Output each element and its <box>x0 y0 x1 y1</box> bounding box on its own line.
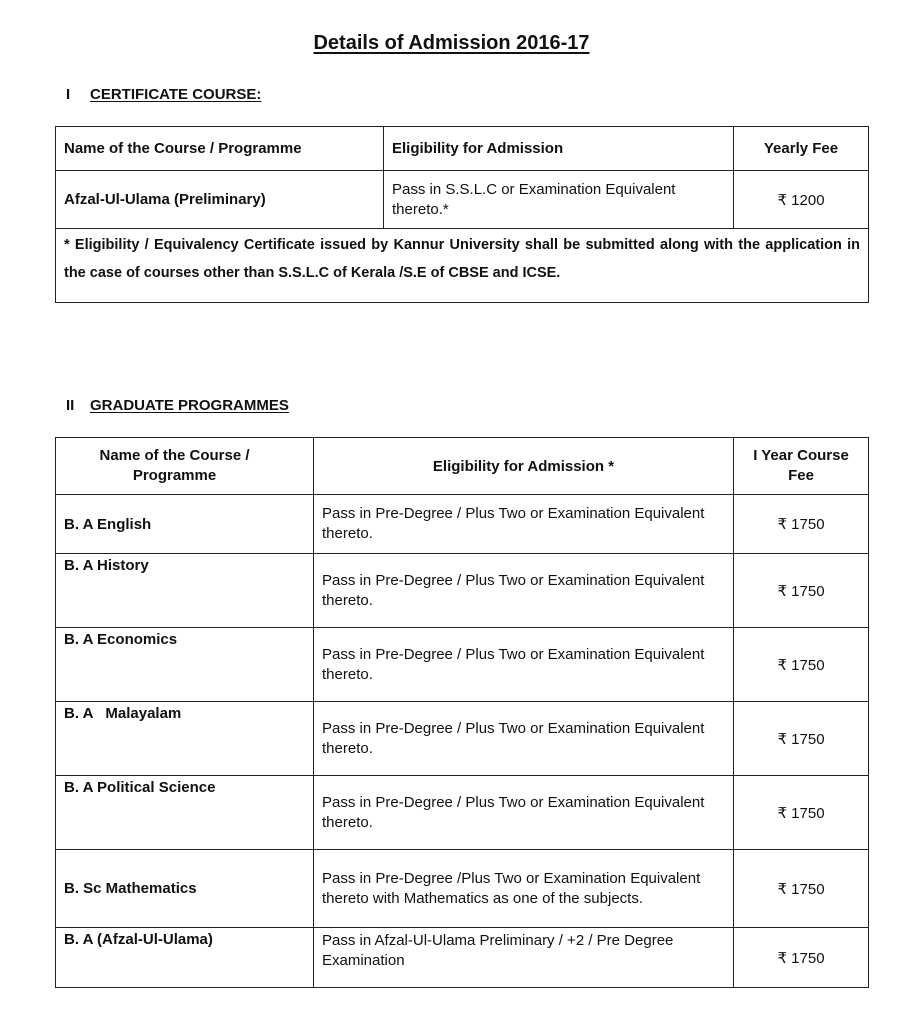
table-row <box>56 702 869 776</box>
fee: ₹ 1750 <box>734 702 869 776</box>
header-eligibility: Eligibility for Admission * <box>314 438 734 495</box>
section-certificate-heading: I CERTIFICATE COURSE: <box>66 86 262 103</box>
eligibility: Pass in Pre-Degree / Plus Two or Examination Equivalent thereto. <box>314 776 734 850</box>
footnote-row <box>56 229 869 303</box>
table-header-row <box>56 127 869 171</box>
table-row <box>56 850 869 928</box>
course-name: B. A (Afzal-Ul-Ulama) <box>56 928 314 988</box>
course-name: B. A English <box>56 495 314 554</box>
footnote: * Eligibility / Equivalency Certificate issued by Kannur University shall be submitted along with the application in the case of courses other than S.S.L.C of Kerala /S.E of CBSE and ICSE. <box>56 229 869 303</box>
course-name: B. A History <box>56 554 314 628</box>
header-eligibility: Eligibility for Admission <box>384 127 734 171</box>
page-title: Details of Admission 2016-17 <box>313 32 590 54</box>
section-graduate-heading: II GRADUATE PROGRAMMES <box>66 397 289 414</box>
certificate-table <box>55 126 869 303</box>
graduate-table <box>55 437 869 988</box>
fee: ₹ 1750 <box>734 628 869 702</box>
table-row <box>56 495 869 554</box>
fee: ₹ 1200 <box>734 171 869 229</box>
eligibility: Pass in S.S.L.C or Examination Equivalent thereto.* <box>384 171 734 229</box>
header-course: Name of the Course / Programme <box>56 127 384 171</box>
eligibility: Pass in Pre-Degree / Plus Two or Examination Equivalent thereto. <box>314 702 734 776</box>
eligibility: Pass in Pre-Degree / Plus Two or Examination Equivalent thereto. <box>314 628 734 702</box>
fee: ₹ 1750 <box>734 850 869 928</box>
eligibility: Pass in Pre-Degree /Plus Two or Examination Equivalent thereto with Mathematics as one of the subjects. <box>314 850 734 928</box>
table-row <box>56 776 869 850</box>
fee: ₹ 1750 <box>734 495 869 554</box>
course-name: B. Sc Mathematics <box>56 850 314 928</box>
eligibility: Pass in Afzal-Ul-Ulama Preliminary / +2 / Pre Degree Examination <box>314 928 734 988</box>
fee: ₹ 1750 <box>734 928 869 988</box>
table-row <box>56 928 869 988</box>
table-row <box>56 171 869 229</box>
course-name: B. A Economics <box>56 628 314 702</box>
eligibility: Pass in Pre-Degree / Plus Two or Examination Equivalent thereto. <box>314 495 734 554</box>
table-row <box>56 554 869 628</box>
course-name: B. A Malayalam <box>56 702 314 776</box>
header-fee: I Year Course Fee <box>734 438 869 495</box>
fee: ₹ 1750 <box>734 554 869 628</box>
course-name: Afzal-Ul-Ulama (Preliminary) <box>56 171 384 229</box>
table-header-row <box>56 438 869 495</box>
fee: ₹ 1750 <box>734 776 869 850</box>
table-row <box>56 628 869 702</box>
course-name: B. A Political Science <box>56 776 314 850</box>
header-course: Name of the Course / Programme <box>56 438 314 495</box>
eligibility: Pass in Pre-Degree / Plus Two or Examination Equivalent thereto. <box>314 554 734 628</box>
header-fee: Yearly Fee <box>734 127 869 171</box>
